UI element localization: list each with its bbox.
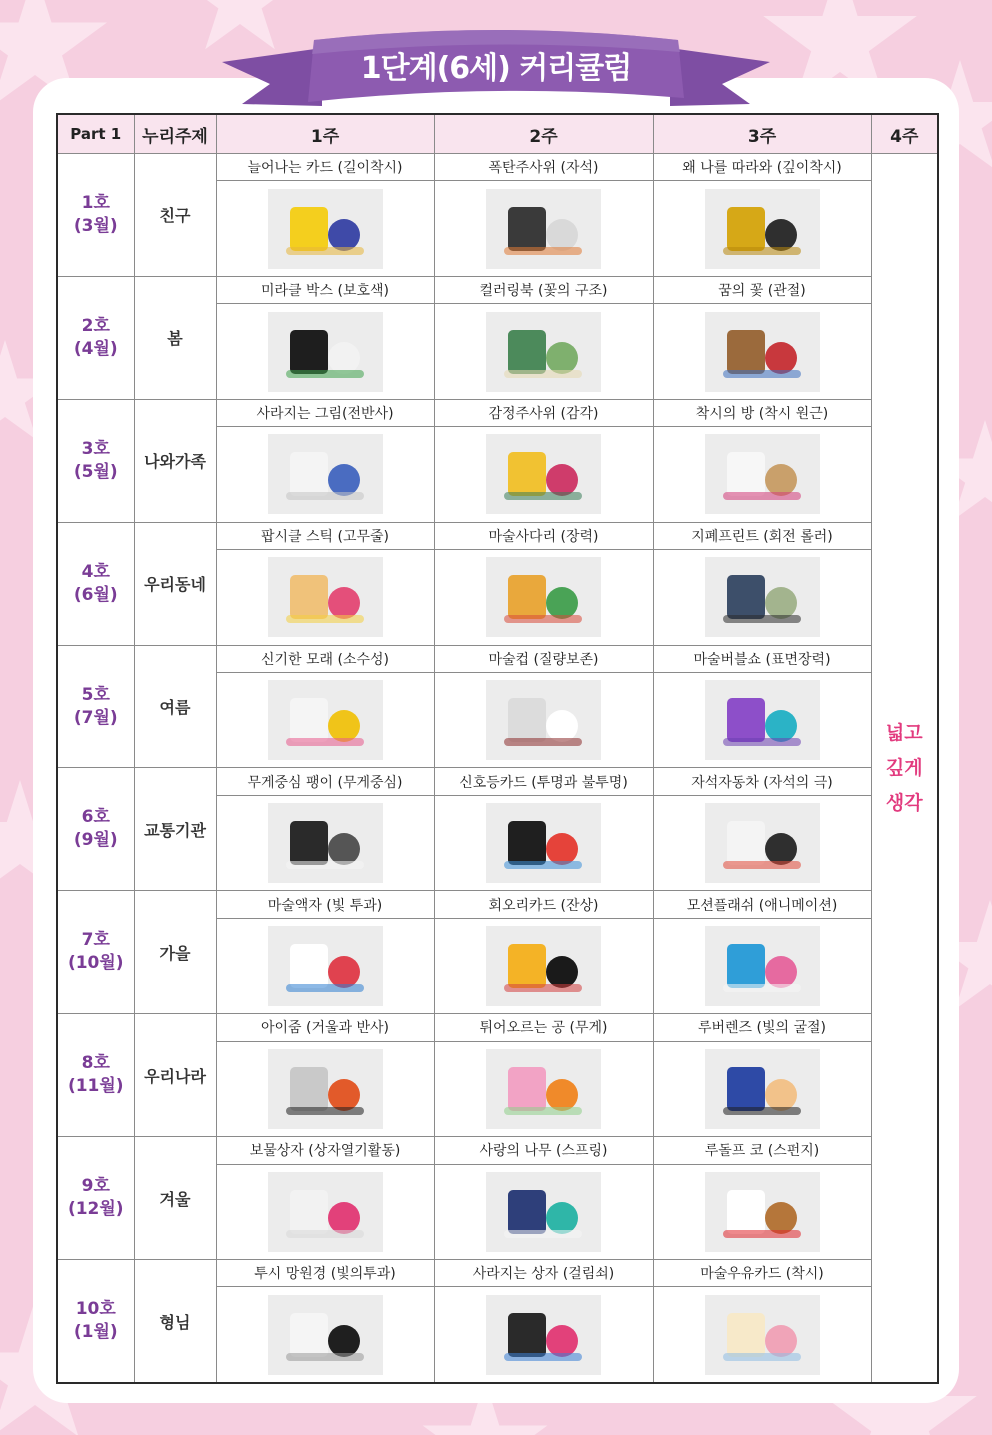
photo-object — [723, 1107, 801, 1115]
activity-label-week-3: 루버렌즈 (빛의 굴절) — [653, 1014, 871, 1041]
activity-image-cell — [653, 672, 871, 767]
photo-object — [286, 861, 364, 869]
issue-month: (6월) — [73, 584, 118, 605]
issue-cell — [57, 1137, 134, 1260]
photo-object — [290, 330, 328, 374]
issue-cell — [57, 891, 134, 1014]
theme-cell: 나와가족 — [134, 399, 216, 522]
issue-cell — [57, 768, 134, 891]
activity-label-week-2: 신호등카드 (투명과 불투명) — [434, 768, 653, 795]
header-week-2: 2주 — [434, 114, 653, 154]
photo-object — [508, 1190, 546, 1234]
activity-image-cell — [216, 427, 434, 522]
activity-label-week-1: 신기한 모래 (소수성) — [216, 645, 434, 672]
activity-photo — [486, 803, 601, 883]
photo-object — [508, 452, 546, 496]
activity-photo — [705, 1295, 820, 1375]
activity-label-week-3: 지폐프린트 (회전 롤러) — [653, 522, 871, 549]
activity-image-cell — [434, 427, 653, 522]
activity-image-cell — [216, 672, 434, 767]
activity-image-cell — [434, 550, 653, 645]
photo-object — [723, 861, 801, 869]
activity-label-week-2: 컬러링북 (꽃의 구조) — [434, 276, 653, 303]
photo-object — [723, 1353, 801, 1361]
activity-image-cell — [216, 918, 434, 1013]
activity-photo — [268, 189, 383, 269]
activity-image-cell — [434, 1041, 653, 1136]
table-row — [57, 1260, 938, 1287]
photo-object — [504, 370, 582, 378]
activity-photo — [486, 926, 601, 1006]
activity-photo — [268, 1295, 383, 1375]
photo-object — [290, 1313, 328, 1357]
issue-cell — [57, 276, 134, 399]
photo-object — [765, 1325, 797, 1357]
activity-image-cell — [653, 304, 871, 399]
photo-object — [727, 821, 765, 865]
photo-object — [727, 944, 765, 988]
activity-label-week-3: 꿈의 꽃 (관절) — [653, 276, 871, 303]
photo-object — [290, 821, 328, 865]
activity-photo — [486, 189, 601, 269]
activity-label-week-1: 아이줌 (거울과 반사) — [216, 1014, 434, 1041]
photo-object — [504, 615, 582, 623]
issue-number: 3호 — [81, 438, 110, 459]
photo-object — [508, 1313, 546, 1357]
theme-cell: 교통기관 — [134, 768, 216, 891]
theme-cell: 여름 — [134, 645, 216, 768]
photo-object — [546, 219, 578, 251]
issue-month: (12월) — [67, 1199, 124, 1220]
issue-cell — [57, 399, 134, 522]
theme-cell: 봄 — [134, 276, 216, 399]
activity-photo — [705, 312, 820, 392]
issue-cell — [57, 1260, 134, 1383]
photo-object — [286, 370, 364, 378]
photo-object — [286, 1107, 364, 1115]
activity-image-cell — [434, 1164, 653, 1259]
activity-image-cell — [216, 181, 434, 276]
issue-number: 4호 — [81, 561, 110, 582]
activity-image-cell — [653, 1287, 871, 1383]
photo-object — [727, 207, 765, 251]
header-week-4: 4주 — [871, 114, 938, 154]
photo-object — [286, 738, 364, 746]
activity-photo — [705, 557, 820, 637]
theme-cell: 가을 — [134, 891, 216, 1014]
activity-label-week-1: 무게중심 팽이 (무게중심) — [216, 768, 434, 795]
photo-object — [504, 1107, 582, 1115]
title-banner — [222, 18, 770, 118]
issue-month: (7월) — [73, 707, 118, 728]
activity-image-cell — [216, 550, 434, 645]
photo-object — [504, 492, 582, 500]
issue-month: (1월) — [73, 1322, 118, 1342]
theme-cell: 우리나라 — [134, 1014, 216, 1137]
issue-number: 6호 — [81, 807, 110, 828]
photo-object — [727, 1313, 765, 1357]
photo-object — [546, 1325, 578, 1357]
photo-object — [290, 452, 328, 496]
activity-image-cell — [216, 304, 434, 399]
activity-image-cell — [216, 795, 434, 890]
photo-object — [727, 698, 765, 742]
issue-month: (5월) — [73, 461, 118, 482]
photo-object — [286, 615, 364, 623]
photo-object — [508, 207, 546, 251]
issue-number: 10호 — [75, 1299, 116, 1319]
photo-object — [328, 1202, 360, 1234]
activity-label-week-3: 마술버블쇼 (표면장력) — [653, 645, 871, 672]
activity-photo — [268, 1172, 383, 1252]
table-row — [57, 768, 938, 795]
week-4-text: 생각 — [885, 791, 923, 814]
photo-object — [723, 1230, 801, 1238]
photo-object — [723, 984, 801, 992]
photo-object — [546, 1202, 578, 1234]
header-week-1: 1주 — [216, 114, 434, 154]
activity-image-cell — [653, 918, 871, 1013]
issue-month: (3월) — [73, 215, 118, 236]
activity-image-cell — [653, 1164, 871, 1259]
photo-object — [504, 1230, 582, 1238]
issue-cell — [57, 645, 134, 768]
activity-image-cell — [653, 550, 871, 645]
photo-object — [508, 575, 546, 619]
activity-image-cell — [653, 181, 871, 276]
photo-object — [290, 1067, 328, 1111]
table-row — [57, 1014, 938, 1041]
activity-label-week-2: 튀어오르는 공 (무게) — [434, 1014, 653, 1041]
issue-number: 1호 — [81, 192, 110, 213]
activity-image-cell — [653, 795, 871, 890]
activity-photo — [486, 1172, 601, 1252]
activity-label-week-1: 사라지는 그림(전반사) — [216, 399, 434, 426]
photo-object — [723, 738, 801, 746]
table-row — [57, 891, 938, 918]
photo-object — [286, 492, 364, 500]
activity-label-week-3: 착시의 방 (착시 원근) — [653, 399, 871, 426]
activity-photo — [268, 926, 383, 1006]
activity-photo — [268, 680, 383, 760]
issue-month: (10월) — [67, 953, 124, 974]
table-row — [57, 154, 938, 181]
week-4-text: 넓고 — [885, 721, 923, 744]
activity-label-week-3: 모션플래쉬 (애니메이션) — [653, 891, 871, 918]
photo-object — [290, 944, 328, 988]
photo-object — [508, 1067, 546, 1111]
photo-object — [508, 821, 546, 865]
activity-photo — [705, 1049, 820, 1129]
photo-object — [508, 698, 546, 742]
photo-object — [286, 1230, 364, 1238]
photo-object — [723, 492, 801, 500]
table-row — [57, 522, 938, 549]
activity-label-week-2: 마술사다리 (장력) — [434, 522, 653, 549]
photo-object — [508, 330, 546, 374]
activity-label-week-1: 늘어나는 카드 (길이착시) — [216, 154, 434, 181]
issue-number: 7호 — [81, 930, 110, 951]
activity-image-cell — [434, 795, 653, 890]
activity-label-week-2: 감정주사위 (감각) — [434, 399, 653, 426]
theme-cell: 겨울 — [134, 1137, 216, 1260]
week-4-text: 깊게 — [885, 756, 923, 779]
header-part: Part 1 — [57, 114, 134, 154]
photo-object — [328, 1325, 360, 1357]
photo-object — [508, 944, 546, 988]
table-row — [57, 276, 938, 303]
photo-object — [546, 342, 578, 374]
activity-image-cell — [653, 1041, 871, 1136]
activity-image-cell — [216, 1287, 434, 1383]
photo-object — [328, 342, 360, 374]
photo-object — [723, 615, 801, 623]
photo-object — [328, 219, 360, 251]
issue-number: 8호 — [81, 1053, 110, 1074]
photo-object — [727, 330, 765, 374]
header-week-3: 3주 — [653, 114, 871, 154]
page-title: 1단계(6세) 커리큘럼 — [360, 51, 632, 86]
activity-photo — [268, 557, 383, 637]
photo-object — [504, 247, 582, 255]
issue-cell — [57, 522, 134, 645]
photo-object — [286, 1353, 364, 1361]
table-row — [57, 399, 938, 426]
activity-photo — [268, 434, 383, 514]
issue-number: 5호 — [81, 684, 110, 705]
activity-image-cell — [653, 427, 871, 522]
photo-object — [286, 247, 364, 255]
activity-image-cell — [434, 1287, 653, 1383]
week-4-cell — [871, 154, 938, 1384]
activity-photo — [705, 434, 820, 514]
theme-cell: 형님 — [134, 1260, 216, 1383]
issue-number: 9호 — [81, 1176, 110, 1197]
activity-image-cell — [216, 1041, 434, 1136]
activity-label-week-1: 미라클 박스 (보호색) — [216, 276, 434, 303]
activity-image-cell — [434, 918, 653, 1013]
issue-month: (4월) — [73, 338, 118, 359]
activity-photo — [486, 1295, 601, 1375]
table-row — [57, 645, 938, 672]
photo-object — [286, 984, 364, 992]
curriculum-table — [56, 113, 939, 1384]
activity-photo — [268, 803, 383, 883]
activity-image-cell — [434, 181, 653, 276]
activity-label-week-1: 보물상자 (상자열기활동) — [216, 1137, 434, 1164]
photo-object — [504, 861, 582, 869]
photo-object — [290, 575, 328, 619]
activity-photo — [486, 312, 601, 392]
photo-object — [765, 342, 797, 374]
photo-object — [727, 452, 765, 496]
photo-object — [727, 1067, 765, 1111]
activity-photo — [705, 189, 820, 269]
activity-photo — [486, 1049, 601, 1129]
theme-cell: 우리동네 — [134, 522, 216, 645]
activity-image-cell — [434, 304, 653, 399]
activity-label-week-2: 사라지는 상자 (걸림쇠) — [434, 1260, 653, 1287]
activity-label-week-3: 루돌프 코 (스펀지) — [653, 1137, 871, 1164]
activity-label-week-3: 왜 나를 따라와 (깊이착시) — [653, 154, 871, 181]
photo-object — [727, 575, 765, 619]
photo-object — [765, 219, 797, 251]
activity-image-cell — [216, 1164, 434, 1259]
issue-month: (11월) — [67, 1076, 124, 1097]
issue-cell — [57, 154, 134, 277]
activity-label-week-3: 마술우유카드 (착시) — [653, 1260, 871, 1287]
table-row — [57, 1137, 938, 1164]
photo-object — [727, 1190, 765, 1234]
activity-label-week-1: 팝시클 스틱 (고무줄) — [216, 522, 434, 549]
issue-cell — [57, 1014, 134, 1137]
activity-label-week-2: 사랑의 나무 (스프링) — [434, 1137, 653, 1164]
photo-object — [723, 247, 801, 255]
activity-label-week-2: 마술컵 (질량보존) — [434, 645, 653, 672]
photo-object — [504, 1353, 582, 1361]
activity-photo — [705, 1172, 820, 1252]
activity-image-cell — [434, 672, 653, 767]
activity-photo — [705, 680, 820, 760]
activity-photo — [486, 434, 601, 514]
activity-label-week-1: 마술액자 (빛 투과) — [216, 891, 434, 918]
activity-photo — [268, 1049, 383, 1129]
activity-photo — [705, 926, 820, 1006]
activity-label-week-2: 회오리카드 (잔상) — [434, 891, 653, 918]
photo-object — [504, 984, 582, 992]
theme-cell: 친구 — [134, 154, 216, 277]
activity-label-week-1: 투시 망원경 (빛의투과) — [216, 1260, 434, 1287]
issue-month: (9월) — [73, 830, 118, 851]
activity-photo — [268, 312, 383, 392]
issue-number: 2호 — [81, 315, 110, 336]
activity-label-week-3: 자석자동차 (자석의 극) — [653, 768, 871, 795]
photo-object — [290, 1190, 328, 1234]
header-row — [57, 114, 938, 154]
photo-object — [765, 1202, 797, 1234]
activity-photo — [486, 680, 601, 760]
photo-object — [723, 370, 801, 378]
activity-photo — [705, 803, 820, 883]
photo-object — [290, 207, 328, 251]
photo-object — [504, 738, 582, 746]
header-theme: 누리주제 — [134, 114, 216, 154]
activity-label-week-2: 폭탄주사위 (자석) — [434, 154, 653, 181]
photo-object — [290, 698, 328, 742]
activity-photo — [486, 557, 601, 637]
